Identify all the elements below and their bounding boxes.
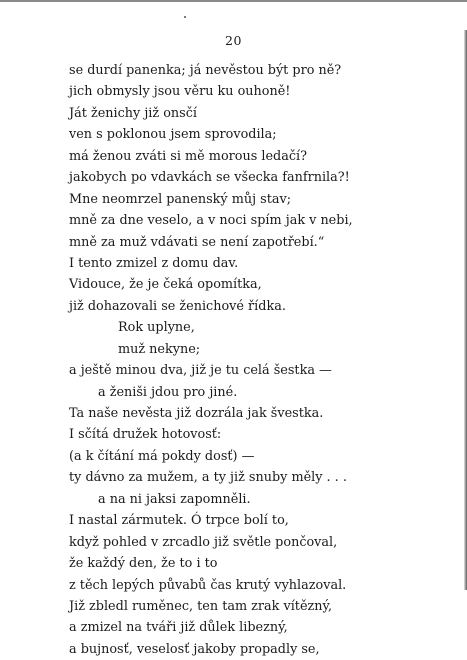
verse-line: Rok uplyne, (118, 320, 195, 336)
verse-line: ven s poklonou jsem sprovodila; (69, 127, 277, 143)
verse-line: I nastal zármutek. Ó trpce bolí to, (69, 513, 289, 529)
verse-line: že každý den, že to i to (69, 556, 218, 572)
verse-line: a na ni jaksi zapomněli. (98, 491, 251, 507)
page-number: 20 (225, 33, 242, 48)
verse-line: jakobych po vdavkách se všecka fanfrnila?! (69, 170, 350, 186)
verse-line: (a k čítání má pokdy dosť) — (69, 448, 255, 464)
verse-line: Vidouce, že je čeká opomítka, (69, 277, 262, 293)
verse-line: jich obmysly jsou věru ku ouhoně! (69, 84, 291, 100)
verse-line: I sčítá družek hotovosť: (69, 427, 222, 443)
verse-line: Již zbledl ruměnec, ten tam zrak vítězný, (69, 598, 333, 614)
verse-line: se durdí panenka; já nevěstou být pro ně? (69, 63, 342, 78)
verse-line: I tento zmizel z domu dav. (69, 255, 239, 271)
verse-line: a ženiši jdou pro jiné. (98, 384, 238, 400)
verse-line: Ját ženichy již onsčí (69, 105, 197, 121)
verse-line: z těch lepých půvabů čas krutý vyhlazoval. (69, 577, 347, 593)
verse-line: když pohled v zrcadlo již světle pončoval, (69, 534, 338, 550)
verse-line: ty dávno za mužem, a ty již snuby měly . . . (69, 470, 347, 486)
verse-line: a ještě minou dva, již je tu celá šestka — (69, 363, 332, 379)
verse-line: Mne neomrzel panenský můj stav; (69, 191, 292, 207)
verse-line: a bujnosť, veselosť jakoby propadly se, (69, 641, 320, 657)
top-edge-rule (0, 0, 467, 2)
verse-line: a zmizel na tváři již důlek libezný, (69, 620, 288, 636)
poem-text (69, 60, 429, 660)
verse-line: muž nekyne; (118, 341, 201, 357)
print-speck (184, 16, 186, 18)
verse-line: Ta naše nevěsta již dozrála jak švestka. (69, 406, 324, 421)
verse-line: má ženou zváti si mě morous ledačí? (69, 148, 307, 164)
verse-line: již dohazovali se ženichové řídka. (69, 298, 286, 314)
verse-line: mně za muž vdávati se není zapotřebí.“ (69, 234, 325, 250)
verse-line: mně za dne veselo, a v noci spím jak v nebi, (69, 213, 353, 229)
